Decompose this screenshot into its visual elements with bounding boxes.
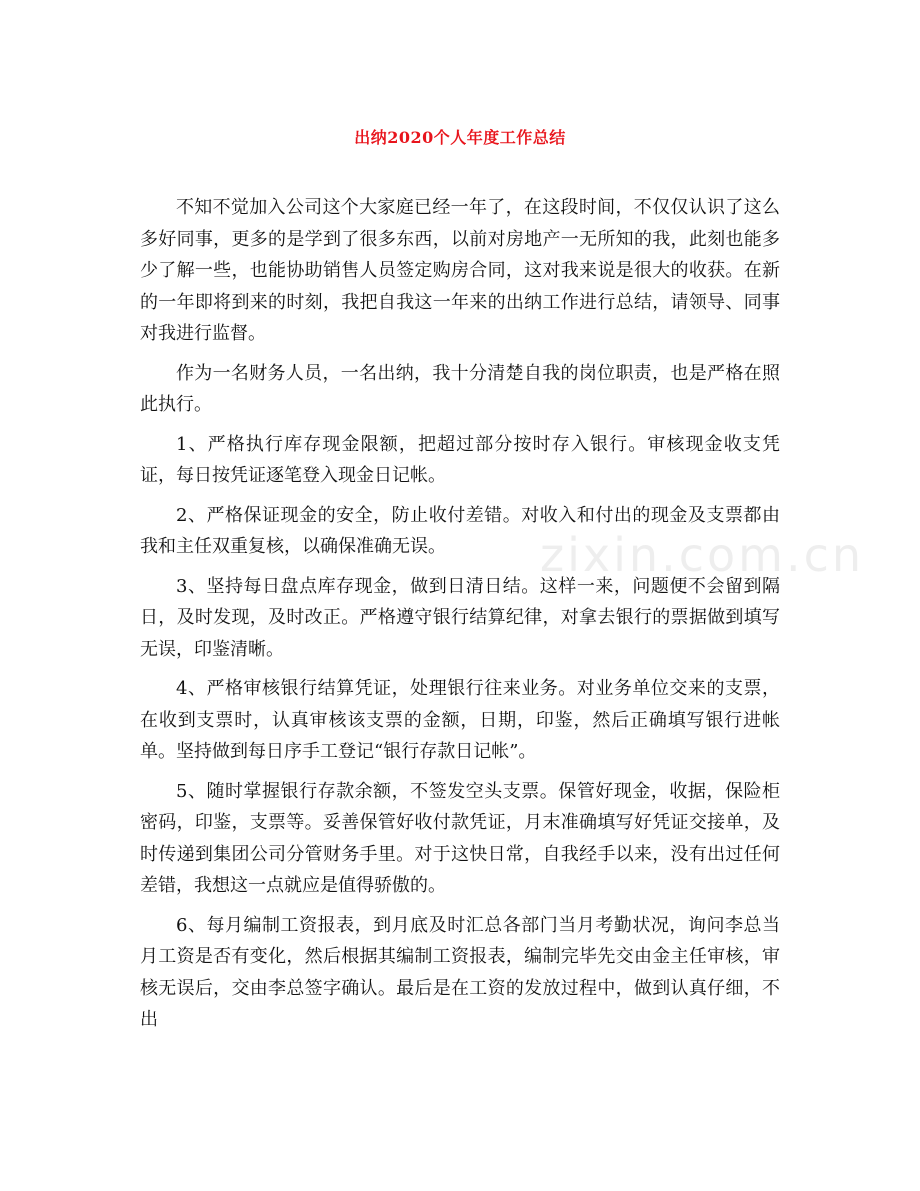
paragraph-item-5: 5、随时掌握银行存款余额，不签发空头支票。保管好现金，收据，保险柜密码，印鉴，支票等。妥善保管好收付款凭证，月末准确填写好凭证交接单，及时传递到集团公司分管财务手里。对于这快日常，自我经手以来，没有出过任何差错，我想这一点就应是值得骄傲的。 — [140, 780, 780, 896]
document-title: 出纳2020个人年度工作总结 — [354, 128, 566, 147]
paragraph-item-6: 6、每月编制工资报表，到月底及时汇总各部门当月考勤状况，询问李总当月工资是否有变化，然后根据其编制工资报表，编制完毕先交由金主任审核，审核无误后，交由李总签字确认。最后是在工资的发放过程中，做到认真仔细，不出 — [140, 914, 780, 1030]
document-body — [140, 192, 780, 1044]
paragraph-item-3: 3、坚持每日盘点库存现金，做到日清日结。这样一来，问题便不会留到隔日，及时发现，及时改正。严格遵守银行结算纪律，对拿去银行的票据做到填写无误，印鉴清晰。 — [140, 575, 780, 660]
paragraph-role: 作为一名财务人员，一名出纳，我十分清楚自我的岗位职责，也是严格在照此执行。 — [140, 362, 780, 415]
watermark: zixin.com.cn — [540, 528, 865, 582]
paragraph-intro: 不知不觉加入公司这个大家庭已经一年了，在这段时间，不仅仅认识了这么多好同事，更多的是学到了很多东西，以前对房地产一无所知的我，此刻也能多少了解一些，也能协助销售人员签定购房合同，这对我来说是很大的收获。在新的一年即将到来的时刻，我把自我这一年来的出纳工作进行总结，请领导、同事对我进行监督。 — [140, 197, 780, 344]
paragraph-item-1: 1、严格执行库存现金限额，把超过部分按时存入银行。审核现金收支凭证，每日按凭证逐笔登入现金日记帐。 — [140, 433, 780, 486]
paragraph-item-4: 4、严格审核银行结算凭证，处理银行往来业务。对业务单位交来的支票，在收到支票时，认真审核该支票的金额，日期，印鉴，然后正确填写银行进帐单。坚持做到每日序手工登记“银行存款日记帐”。 — [140, 678, 780, 762]
paragraph-item-2: 2、严格保证现金的安全，防止收付差错。对收入和付出的现金及支票都由我和主任双重复核，以确保准确无误。 — [140, 504, 780, 557]
